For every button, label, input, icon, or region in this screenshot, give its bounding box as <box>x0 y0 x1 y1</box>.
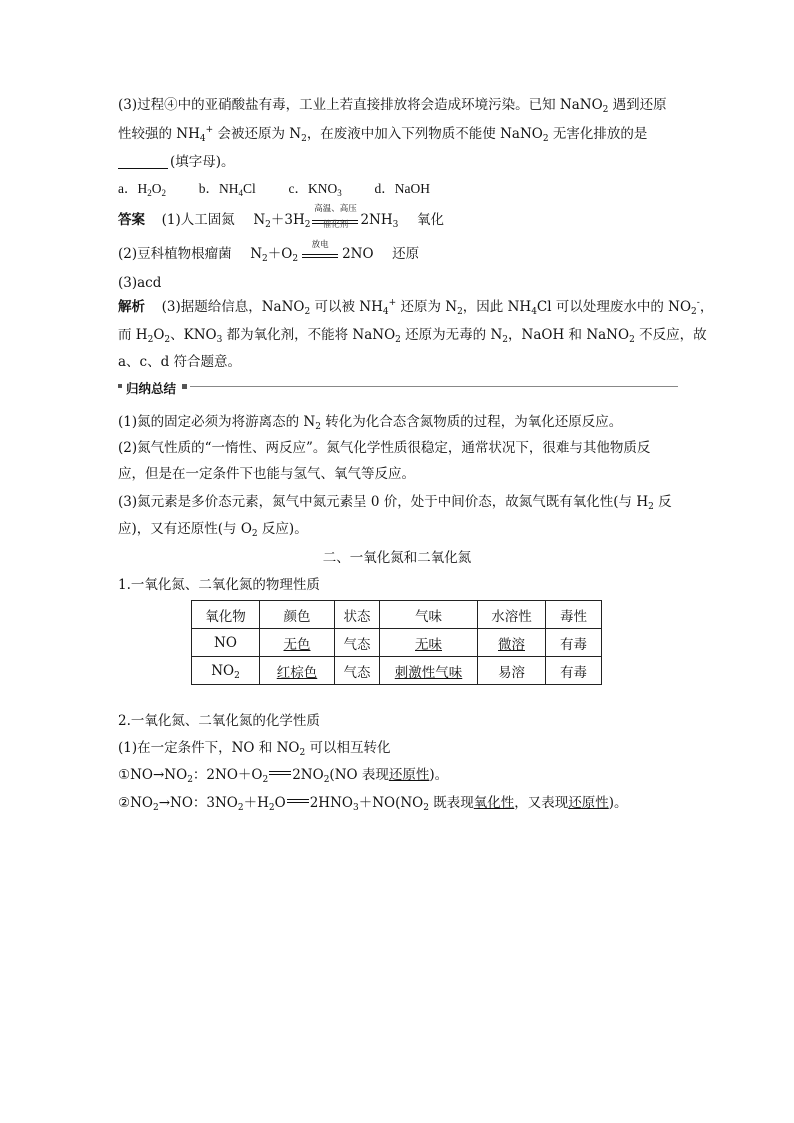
reaction-condition: 放电 <box>302 244 338 264</box>
table-header-cell: 颜色 <box>260 601 335 629</box>
table-cell: 刺激性气味 <box>380 657 478 685</box>
text: (填字母)。 <box>170 154 235 170</box>
summary-item-2-cont: 应，但是在一定条件下也能与氢气、氧气等反应。 <box>118 466 415 482</box>
superscript: + <box>205 125 214 135</box>
bullet-mark <box>118 384 122 388</box>
subscript: 2 <box>542 134 549 144</box>
subscript: 2 <box>301 134 307 144</box>
equals-sign <box>287 799 309 803</box>
table-cell: 气态 <box>335 657 380 685</box>
text: 无害化排放的是 <box>548 126 648 142</box>
text: 性较强的 NH <box>118 126 200 142</box>
answer-label: 答案 <box>118 212 145 228</box>
reaction-condition: 高温、高压 催化剂 <box>314 204 357 230</box>
summary-divider <box>118 380 678 396</box>
subsection-1-title: 1.一氧化氮、二氧化氮的物理性质 <box>118 577 320 593</box>
table-cell: 红棕色 <box>260 657 335 685</box>
summary-item-2: (2)氮气性质的“一惰性、两反应”。氮气化学性质很稳定，通常状况下，很难与其他物质反 <box>118 440 651 456</box>
text: (3)acd <box>118 275 162 291</box>
analysis-line-1: 解析 (3)据题给信息，NaNO$_2$ 可以被 $NH_4^+$ 还原为 $N_2$，因此 $NH_4Cl$ 可以处理废水中的 $NO_2^-$， <box>118 298 714 317</box>
chem-prop-line-2: $①NO\to NO_2$：$2NO+O_2$ $2NO_2(NO$ 表现还原性)。 <box>118 767 449 785</box>
table-cell: 无色 <box>260 629 335 657</box>
summary-item-1: (1)氮的固定必须为将游离态的 $N_2$ 转化为化合态含氮物质的过程，为氧化还原反应。 <box>118 414 623 432</box>
answer-line-2: (2)豆科植物根瘤菌 $N_2+O_2$ 放电 2NO 还原 <box>118 240 420 264</box>
section-heading <box>0 548 794 568</box>
answer-line-3 <box>118 273 161 293</box>
text: (1)人工固氮 <box>161 212 235 228</box>
answer-blank <box>118 154 168 169</box>
question-3-line-2: 性较强的 $NH_4^+$ 会被还原为 $N_2$，在废液中加入下列物质不能使 NaNO$_2$ 无害化排放的是 <box>118 125 648 144</box>
text: (3)过程④中的亚硝酸盐有毒，工业上若直接排放将会造成环境污染。已知 NaNO <box>118 97 603 113</box>
subscript: 2 <box>602 105 609 115</box>
table-header-cell: 水溶性 <box>478 601 546 629</box>
physical-properties-table <box>191 600 602 685</box>
table-cell: 气态 <box>335 629 380 657</box>
table-header-row <box>192 601 602 629</box>
chem-prop-line-3: $②NO_2\to NO$：$3NO_2+H_2O$ $2HNO_3+NO(NO_2$ 既表现氧化性，又表现还原性)。 <box>118 795 628 813</box>
table-cell: $NO_2$ <box>192 657 260 685</box>
text: ，在废液中加入下列物质不能使 NaNO <box>306 126 543 142</box>
table-cell: 无味 <box>380 629 478 657</box>
summary-title: 归纳总结 <box>126 381 177 396</box>
table-header-cell: 氧化物 <box>192 601 260 629</box>
analysis-label: 解析 <box>118 299 145 315</box>
question-3-line-1 <box>118 95 667 115</box>
table-row <box>192 629 602 657</box>
table-cell: 易溶 <box>478 657 546 685</box>
subsection-2-title: 2.一氧化氮、二氧化氮的化学性质 <box>118 713 320 729</box>
question-3-line-3 <box>118 152 235 172</box>
text: 遇到还原 <box>608 97 667 113</box>
table-header-cell: 气味 <box>380 601 478 629</box>
table-header-cell: 状态 <box>335 601 380 629</box>
option-b: b．$NH_4Cl$ <box>198 181 256 198</box>
table-cell: 有毒 <box>546 629 602 657</box>
option-d: d．NaOH <box>374 181 431 196</box>
divider-line <box>190 386 678 387</box>
chem-prop-line-1: (1)在一定条件下，NO 和 $NO_2$ 可以相互转化 <box>118 740 391 758</box>
equals-sign <box>269 771 291 775</box>
option-a: a．$H_2O_2$ <box>118 181 166 198</box>
option-c: c．$KNO_3$ <box>288 181 342 198</box>
table-row <box>192 657 602 685</box>
answer-line-1: 答案 (1)人工固氮 $N_2+3H_2$ 高温、高压 催化剂 $2NH_3$ 氧化 <box>118 204 444 230</box>
text: 氧化 <box>416 212 444 228</box>
text: (2)豆科植物根瘤菌 <box>118 246 232 262</box>
analysis-line-2: 而 $H_2O_2$、$KNO_3$ 都为氧化剂，不能将 NaNO$_2$ 还原为无毒的 $N_2$，NaOH 和 NaNO$_2$ 不反应，故 <box>118 327 707 345</box>
section-title: 二、一氧化氮和二氧化氮 <box>322 550 472 566</box>
question-3-options <box>118 179 430 199</box>
summary-item-3: (3)氮元素是多价态元素，氮气中氮元素呈 0 价，处于中间价态，故氮气既有氧化性(与 $H_2$ 反 <box>118 494 672 512</box>
summary-item-3-cont: 应)，又有还原性(与 $O_2$ 反应)。 <box>118 521 308 539</box>
table-cell: 有毒 <box>546 657 602 685</box>
square-mark <box>182 384 187 389</box>
table-header-cell: 毒性 <box>546 601 602 629</box>
table-cell: 微溶 <box>478 629 546 657</box>
table-cell: NO <box>192 629 260 657</box>
text: 还原 <box>392 246 420 262</box>
analysis-line-3: a、c、d 符合题意。 <box>118 354 242 370</box>
text: 会被还原为 N <box>213 126 302 142</box>
